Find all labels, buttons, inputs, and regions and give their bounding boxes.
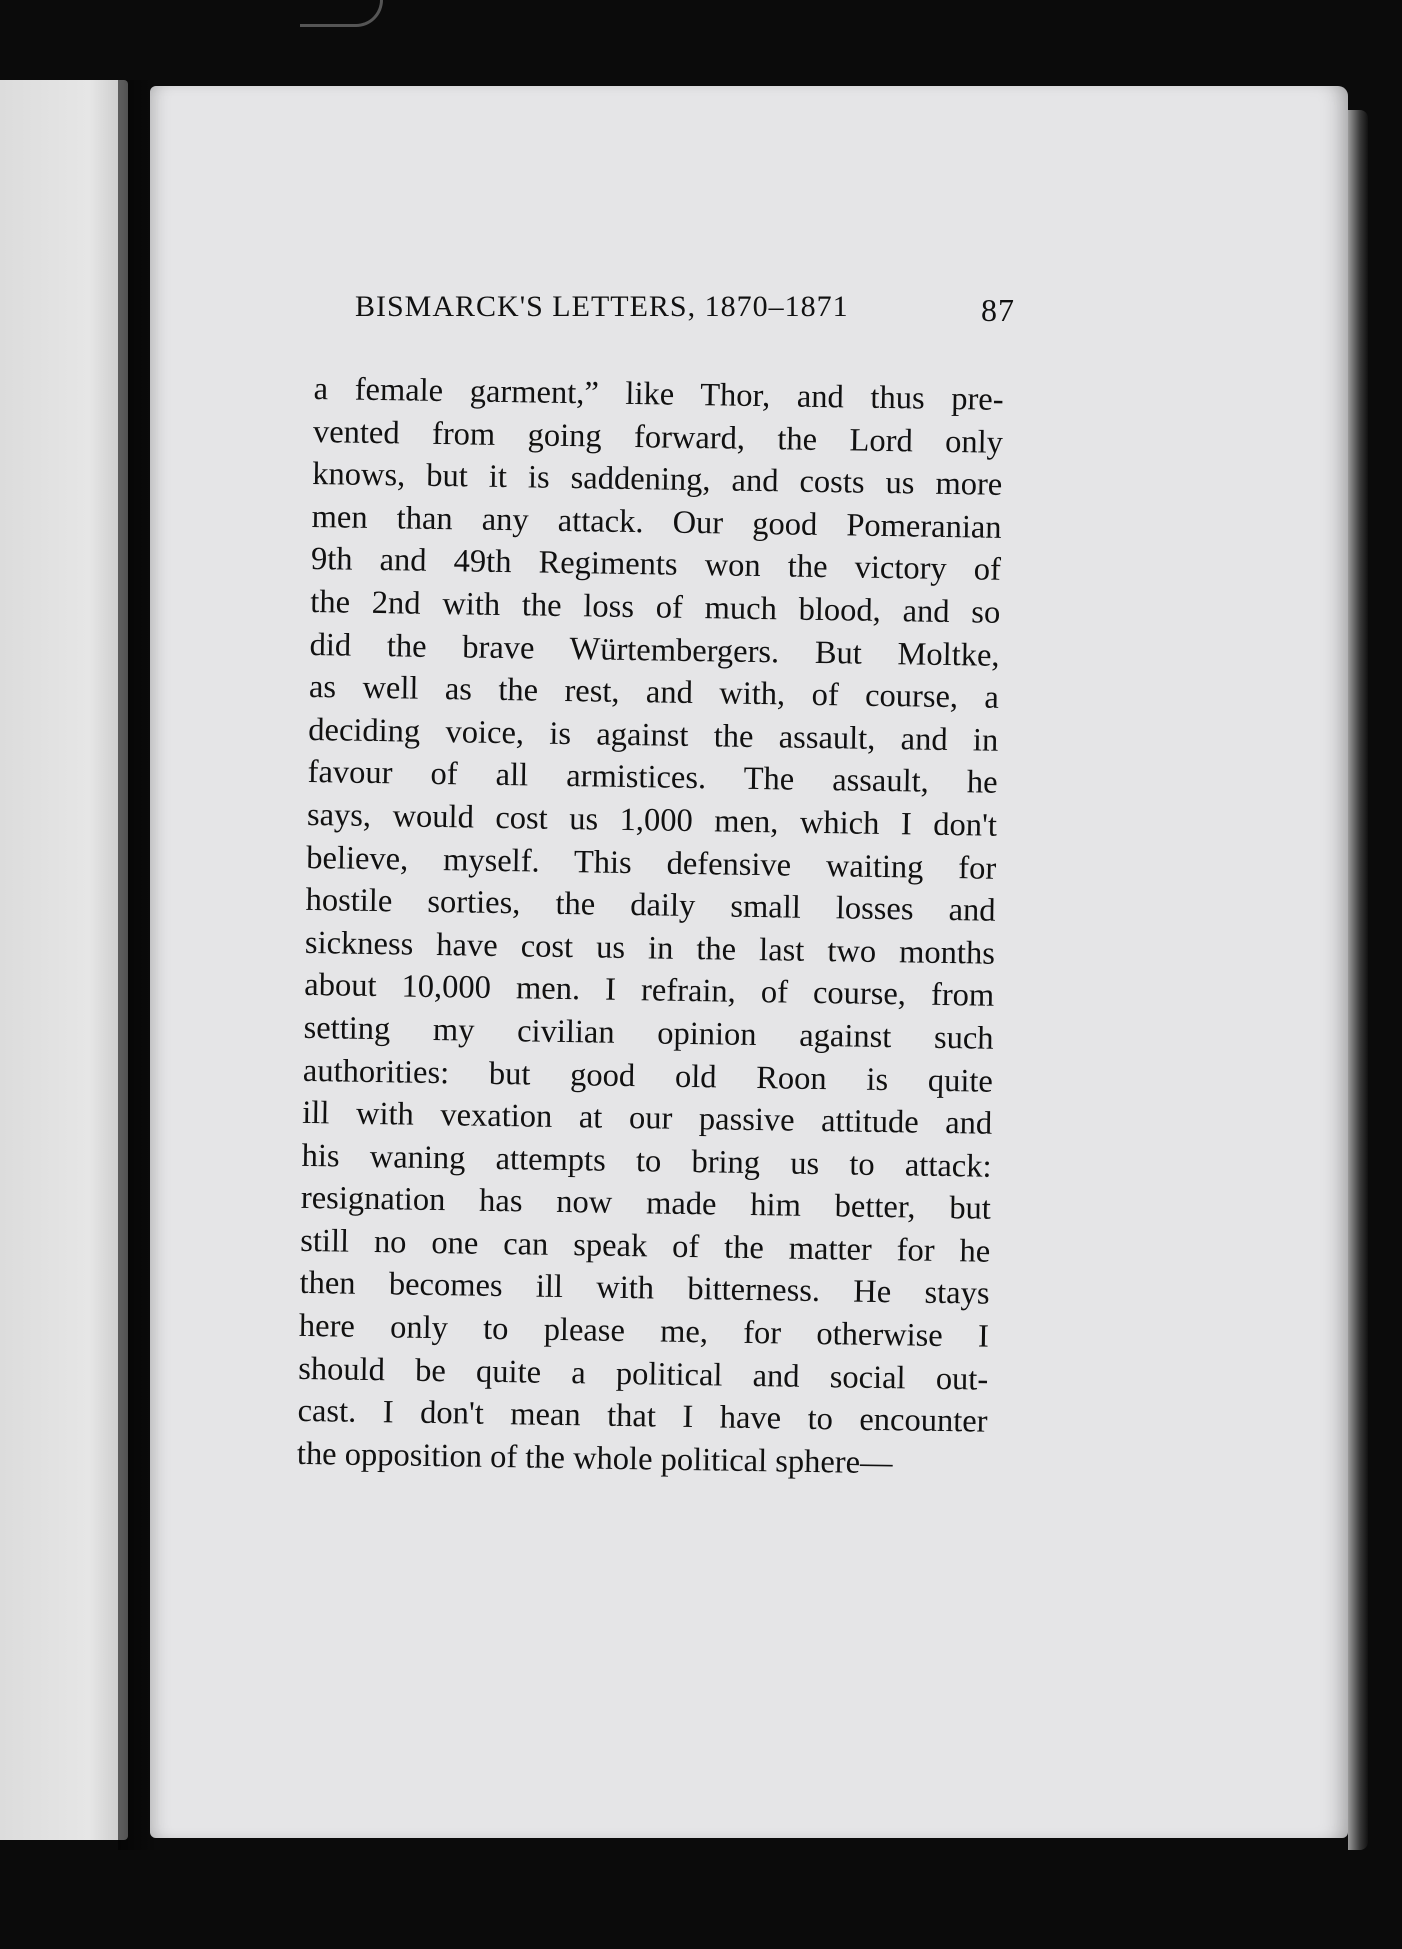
text-line: 9th and 49th Regiments won the victory of	[310, 541, 1002, 589]
running-head	[355, 290, 1015, 334]
text-line: vented from going forward, the Lord only	[312, 413, 1004, 461]
text-line: his waning attempts to bring us to attack:	[301, 1137, 992, 1185]
text-line: ill with vexation at our passive attitude and	[302, 1095, 993, 1142]
body-text	[297, 368, 1004, 1486]
text-line: about 10,000 men. I refrain, of course, from	[304, 967, 995, 1015]
page-number: 87	[981, 292, 1015, 328]
running-title: BISMARCK'S LETTERS, 1870–1871	[355, 290, 849, 323]
text-line: men than any attack. Our good Pomeranian	[311, 498, 1002, 546]
text-line: knows, but it is saddening, and costs us more	[312, 456, 1003, 504]
text-line: did the brave Würtembergers. But Moltke,	[309, 626, 1000, 674]
text-line: should be quite a political and social out-	[297, 1350, 989, 1398]
text-line: a female garment,” like Thor, and thus pre-	[313, 370, 1004, 418]
text-line: cast. I don't mean that I have to encounter	[297, 1393, 988, 1440]
page-block-edge	[1348, 110, 1368, 1850]
text-line: here only to please me, for otherwise I	[298, 1307, 990, 1355]
text-line: the 2nd with the loss of much blood, and so	[310, 583, 1001, 631]
text-line: sickness have cost us in the last two months	[304, 924, 996, 972]
text-line: deciding voice, is against the assault, and in	[308, 711, 999, 759]
text-line: resignation has now made him better, but	[300, 1180, 992, 1228]
text-line: then becomes ill with bitterness. He stays	[299, 1265, 990, 1313]
text-line: believe, myself. This defensive waiting for	[306, 839, 997, 887]
text-line: favour of all armistices. The assault, he	[307, 754, 998, 802]
text-line: says, would cost us 1,000 men, which I don't	[306, 796, 998, 844]
text-line: the opposition of the whole political sphere—	[296, 1435, 893, 1482]
text-line: setting my civilian opinion against such	[303, 1009, 994, 1057]
text-line: authorities: but good old Roon is quite	[302, 1052, 994, 1100]
text-line: still no one can speak of the matter for he	[300, 1222, 991, 1270]
text-line: hostile sorties, the daily small losses and	[305, 882, 996, 929]
previous-page-edge	[0, 80, 128, 1840]
scan-edge-mark	[300, 0, 383, 27]
text-line: as well as the rest, and with, of course, a	[308, 669, 1000, 716]
